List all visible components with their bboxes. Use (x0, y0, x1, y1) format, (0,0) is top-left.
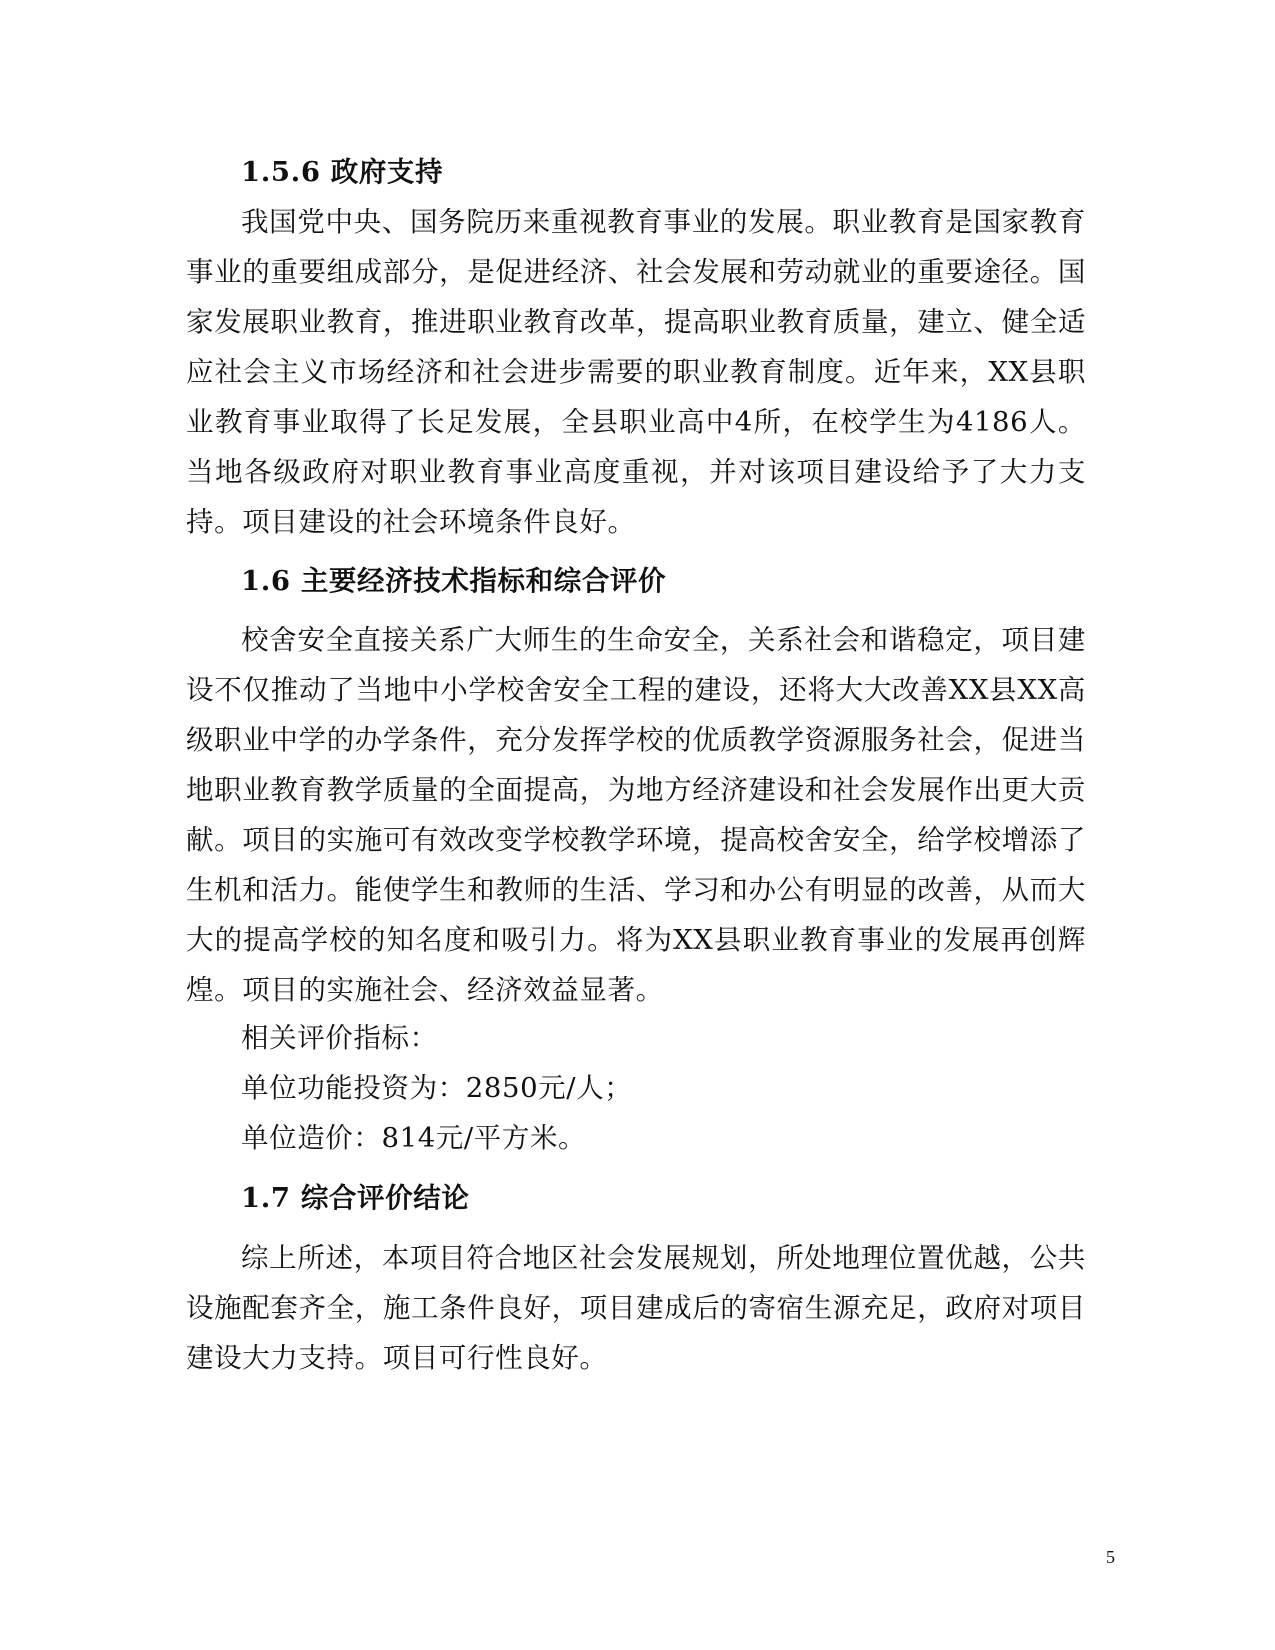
paragraph-indicators: 校舍安全直接关系广大师生的生命安全，关系社会和谐稳定，项目建设不仅推动了当地中小学校舍安全工程的建设，还将大大改善XX县XX高级职业中学的办学条件，充分发挥学校的优质教学资源服务社会，促进当地职业教育教学质量的全面提高，为地方经济建设和社会发展作出更大贡献。项目的实施可有效改变学校教学环境，提高校舍安全，给学校增添了生机和活力。能使学生和教师的生活、学习和办公有明显的改善，从而大大的提高学校的知名度和吸引力。将为XX县职业教育事业的发展再创辉煌。项目的实施社会、经济效益显著。 (186, 624, 1086, 1006)
section-heading-conclusion: 1.7 综合评价结论 (241, 1182, 470, 1214)
eval-indicators-label: 相关评价指标： (241, 1022, 438, 1054)
paragraph-gov-support: 我国党中央、国务院历来重视教育事业的发展。职业教育是国家教育事业的重要组成部分，是促进经济、社会发展和劳动就业的重要途径。国家发展职业教育，推进职业教育改革，提高职业教育质量，建立、健全适应社会主义市场经济和社会进步需要的职业教育制度。近年来，XX县职业教育事业取得了长足发展，全县职业高中4所，在校学生为4186人。当地各级政府对职业教育事业高度重视，并对该项目建设给予了大力支持。项目建设的社会环境条件良好。 (186, 206, 1086, 538)
section-heading-indicators: 1.6 主要经济技术指标和综合评价 (241, 565, 667, 597)
unit-investment-line: 单位功能投资为：2850元/人； (241, 1072, 633, 1104)
unit-cost-line: 单位造价：814元/平方米。 (241, 1122, 587, 1154)
section-heading-gov-support: 1.5.6 政府支持 (241, 156, 444, 188)
page-number: 5 (1106, 1547, 1115, 1567)
paragraph-conclusion: 综上所述，本项目符合地区社会发展规划，所处地理位置优越，公共设施配套齐全，施工条件良好，项目建成后的寄宿生源充足，政府对项目建设大力支持。项目可行性良好。 (186, 1242, 1086, 1374)
